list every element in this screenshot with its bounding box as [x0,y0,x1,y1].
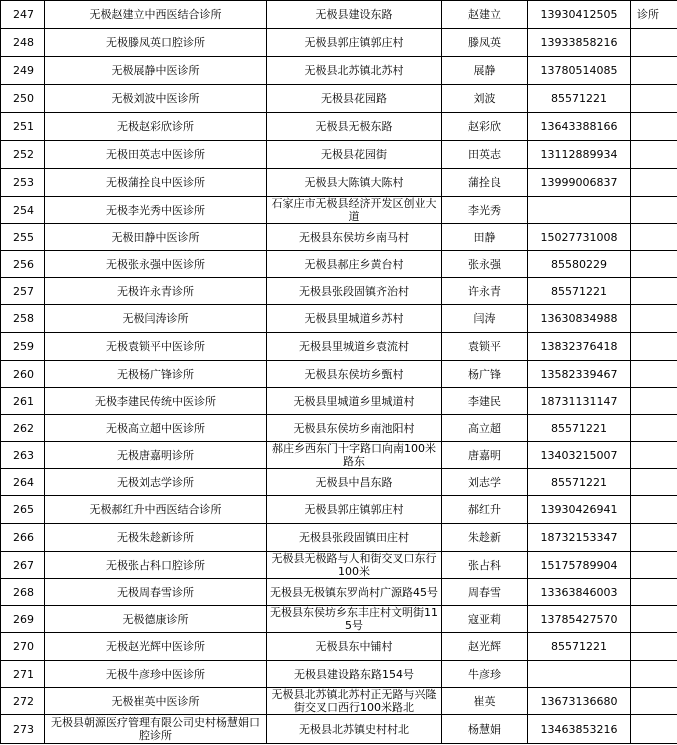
table-row [1,57,677,85]
contact-phone: 13643388166 [528,113,631,141]
clinic-address: 无极县中昌东路 [267,469,442,496]
row-note [631,224,677,251]
table-row [1,278,677,305]
row-number: 253 [1,169,45,197]
contact-phone: 15175789904 [528,552,631,579]
clinic-table-body [1,1,677,744]
contact-phone: 13582339467 [528,361,631,388]
contact-phone: 13630834988 [528,305,631,333]
contact-person: 赵建立 [442,1,528,29]
row-note [631,633,677,661]
contact-person: 田英志 [442,141,528,169]
row-number: 271 [1,661,45,688]
contact-person: 杨慧娟 [442,715,528,744]
clinic-address: 无极县郭庄镇郭庄村 [267,496,442,524]
row-number: 249 [1,57,45,85]
contact-phone: 13930426941 [528,496,631,524]
table-row [1,305,677,333]
table-row [1,579,677,606]
row-number: 272 [1,688,45,715]
row-number: 252 [1,141,45,169]
contact-phone: 13933858216 [528,29,631,57]
row-number: 261 [1,388,45,415]
clinic-name: 无极许永青诊所 [45,278,267,305]
contact-person: 赵光辉 [442,633,528,661]
table-row [1,224,677,251]
clinic-name: 无极德康诊所 [45,606,267,633]
contact-person: 郝红升 [442,496,528,524]
row-number: 270 [1,633,45,661]
row-note [631,361,677,388]
row-number: 250 [1,85,45,113]
clinic-address: 无极县建设东路 [267,1,442,29]
table-row [1,715,677,744]
row-number: 269 [1,606,45,633]
contact-person: 张永强 [442,251,528,278]
clinic-name: 无极牛彦珍中医诊所 [45,661,267,688]
clinic-name: 无极袁锁平中医诊所 [45,333,267,361]
clinic-address: 无极县北苏镇史村村北 [267,715,442,744]
contact-phone: 13363846003 [528,579,631,606]
table-row [1,113,677,141]
row-note [631,496,677,524]
table-row [1,333,677,361]
table-row [1,85,677,113]
table-row [1,29,677,57]
row-note [631,442,677,469]
clinic-name: 无极县朝源医疗管理有限公司史村杨慧娟口腔诊所 [45,715,267,744]
clinic-name: 无极崔英中医诊所 [45,688,267,715]
row-number: 256 [1,251,45,278]
contact-phone: 18731131147 [528,388,631,415]
contact-phone [528,661,631,688]
contact-phone: 13832376418 [528,333,631,361]
table-row [1,169,677,197]
table-row [1,361,677,388]
clinic-address: 无极县大陈镇大陈村 [267,169,442,197]
clinic-address: 无极县张段固镇齐治村 [267,278,442,305]
clinic-address: 无极县无极路与人和街交叉口东行100米 [267,552,442,579]
table-row [1,442,677,469]
clinic-name: 无极赵光辉中医诊所 [45,633,267,661]
row-note [631,57,677,85]
contact-person: 展静 [442,57,528,85]
row-note [631,197,677,224]
contact-person: 田静 [442,224,528,251]
row-number: 273 [1,715,45,744]
row-number: 268 [1,579,45,606]
table-row [1,496,677,524]
clinic-name: 无极杨广锋诊所 [45,361,267,388]
table-row [1,524,677,552]
table-row [1,552,677,579]
table-row [1,197,677,224]
row-note [631,141,677,169]
contact-phone: 13112889934 [528,141,631,169]
row-number: 248 [1,29,45,57]
contact-person: 刘志学 [442,469,528,496]
row-note [631,524,677,552]
clinic-address: 无极县花园路 [267,85,442,113]
row-number: 258 [1,305,45,333]
contact-phone: 85571221 [528,633,631,661]
clinic-address: 无极县东侯坊乡南池阳村 [267,415,442,442]
table-row [1,688,677,715]
row-note [631,415,677,442]
clinic-name: 无极张占科口腔诊所 [45,552,267,579]
row-note: 诊所 [631,1,677,29]
clinic-name: 无极郝红升中西医结合诊所 [45,496,267,524]
row-note [631,469,677,496]
row-note [631,113,677,141]
contact-phone: 85571221 [528,85,631,113]
contact-person: 寇亚莉 [442,606,528,633]
row-note [631,251,677,278]
clinic-address: 无极县里城道乡苏村 [267,305,442,333]
row-number: 259 [1,333,45,361]
contact-phone: 13463853216 [528,715,631,744]
contact-person: 杨广锋 [442,361,528,388]
contact-person: 唐嘉明 [442,442,528,469]
contact-phone: 13930412505 [528,1,631,29]
row-number: 260 [1,361,45,388]
contact-person: 刘波 [442,85,528,113]
contact-phone [528,197,631,224]
clinic-address: 无极县无极东路 [267,113,442,141]
clinic-name: 无极高立超中医诊所 [45,415,267,442]
row-number: 263 [1,442,45,469]
row-note [631,85,677,113]
clinic-name: 无极滕凤英口腔诊所 [45,29,267,57]
contact-person: 周春雪 [442,579,528,606]
clinic-address: 郝庄乡西东门十字路口向南100米路东 [267,442,442,469]
clinic-name: 无极赵彩欣诊所 [45,113,267,141]
clinic-address: 无极县张段固镇田庄村 [267,524,442,552]
row-number: 264 [1,469,45,496]
row-number: 257 [1,278,45,305]
clinic-name: 无极唐嘉明诊所 [45,442,267,469]
clinic-address: 无极县北苏镇北苏村正无路与兴隆街交叉口西行100米路北 [267,688,442,715]
table-row [1,415,677,442]
contact-person: 崔英 [442,688,528,715]
clinic-name: 无极田静中医诊所 [45,224,267,251]
row-number: 265 [1,496,45,524]
contact-phone: 13403215007 [528,442,631,469]
row-number: 247 [1,1,45,29]
clinic-name: 无极刘波中医诊所 [45,85,267,113]
row-number: 255 [1,224,45,251]
contact-person: 滕凤英 [442,29,528,57]
contact-phone: 15027731008 [528,224,631,251]
contact-person: 朱趁新 [442,524,528,552]
clinic-name: 无极周春雪诊所 [45,579,267,606]
contact-phone: 18732153347 [528,524,631,552]
clinic-name: 无极李光秀中医诊所 [45,197,267,224]
clinic-address: 石家庄市无极县经济开发区创业大道 [267,197,442,224]
contact-person: 袁锁平 [442,333,528,361]
row-note [631,715,677,744]
contact-person: 李光秀 [442,197,528,224]
row-number: 251 [1,113,45,141]
row-note [631,333,677,361]
row-note [631,579,677,606]
clinic-name: 无极朱趁新诊所 [45,524,267,552]
contact-phone: 13785427570 [528,606,631,633]
table-row [1,606,677,633]
clinic-name: 无极张永强中医诊所 [45,251,267,278]
clinic-name: 无极闫涛诊所 [45,305,267,333]
clinic-address: 无极县郝庄乡黄台村 [267,251,442,278]
clinic-name: 无极刘志学诊所 [45,469,267,496]
row-number: 262 [1,415,45,442]
row-note [631,278,677,305]
clinic-name: 无极李建民传统中医诊所 [45,388,267,415]
clinic-address: 无极县东侯坊乡南马村 [267,224,442,251]
contact-phone: 13673136680 [528,688,631,715]
clinic-address: 无极县花园街 [267,141,442,169]
row-note [631,169,677,197]
contact-person: 李建民 [442,388,528,415]
clinic-name: 无极蒲拴良中医诊所 [45,169,267,197]
contact-person: 赵彩欣 [442,113,528,141]
table-row [1,388,677,415]
row-number: 267 [1,552,45,579]
clinic-address: 无极县北苏镇北苏村 [267,57,442,85]
contact-person: 高立超 [442,415,528,442]
clinic-address: 无极县东侯坊乡东丰庄村文明街115号 [267,606,442,633]
table-row [1,469,677,496]
table-row [1,661,677,688]
row-note [631,552,677,579]
contact-phone: 85571221 [528,278,631,305]
contact-person: 许永青 [442,278,528,305]
row-number: 254 [1,197,45,224]
row-note [631,606,677,633]
contact-phone: 13780514085 [528,57,631,85]
clinic-address: 无极县郭庄镇郭庄村 [267,29,442,57]
row-note [631,688,677,715]
clinic-address: 无极县东侯坊乡甄村 [267,361,442,388]
contact-phone: 85571221 [528,415,631,442]
clinic-address: 无极县里城道乡里城道村 [267,388,442,415]
row-note [631,661,677,688]
row-note [631,388,677,415]
contact-person: 闫涛 [442,305,528,333]
contact-phone: 85571221 [528,469,631,496]
clinic-name: 无极田英志中医诊所 [45,141,267,169]
clinic-name: 无极展静中医诊所 [45,57,267,85]
contact-phone: 13999006837 [528,169,631,197]
row-number: 266 [1,524,45,552]
table-row [1,1,677,29]
contact-phone: 85580229 [528,251,631,278]
row-note [631,305,677,333]
clinic-address: 无极县里城道乡袁流村 [267,333,442,361]
contact-person: 牛彦珍 [442,661,528,688]
clinic-address: 无极县东中铺村 [267,633,442,661]
contact-person: 蒲拴良 [442,169,528,197]
table-row [1,251,677,278]
contact-person: 张占科 [442,552,528,579]
table-row [1,633,677,661]
clinic-name: 无极赵建立中西医结合诊所 [45,1,267,29]
table-row [1,141,677,169]
clinic-address: 无极县无极镇东罗尚村广源路45号 [267,579,442,606]
row-note [631,29,677,57]
clinic-address: 无极县建设路东路154号 [267,661,442,688]
